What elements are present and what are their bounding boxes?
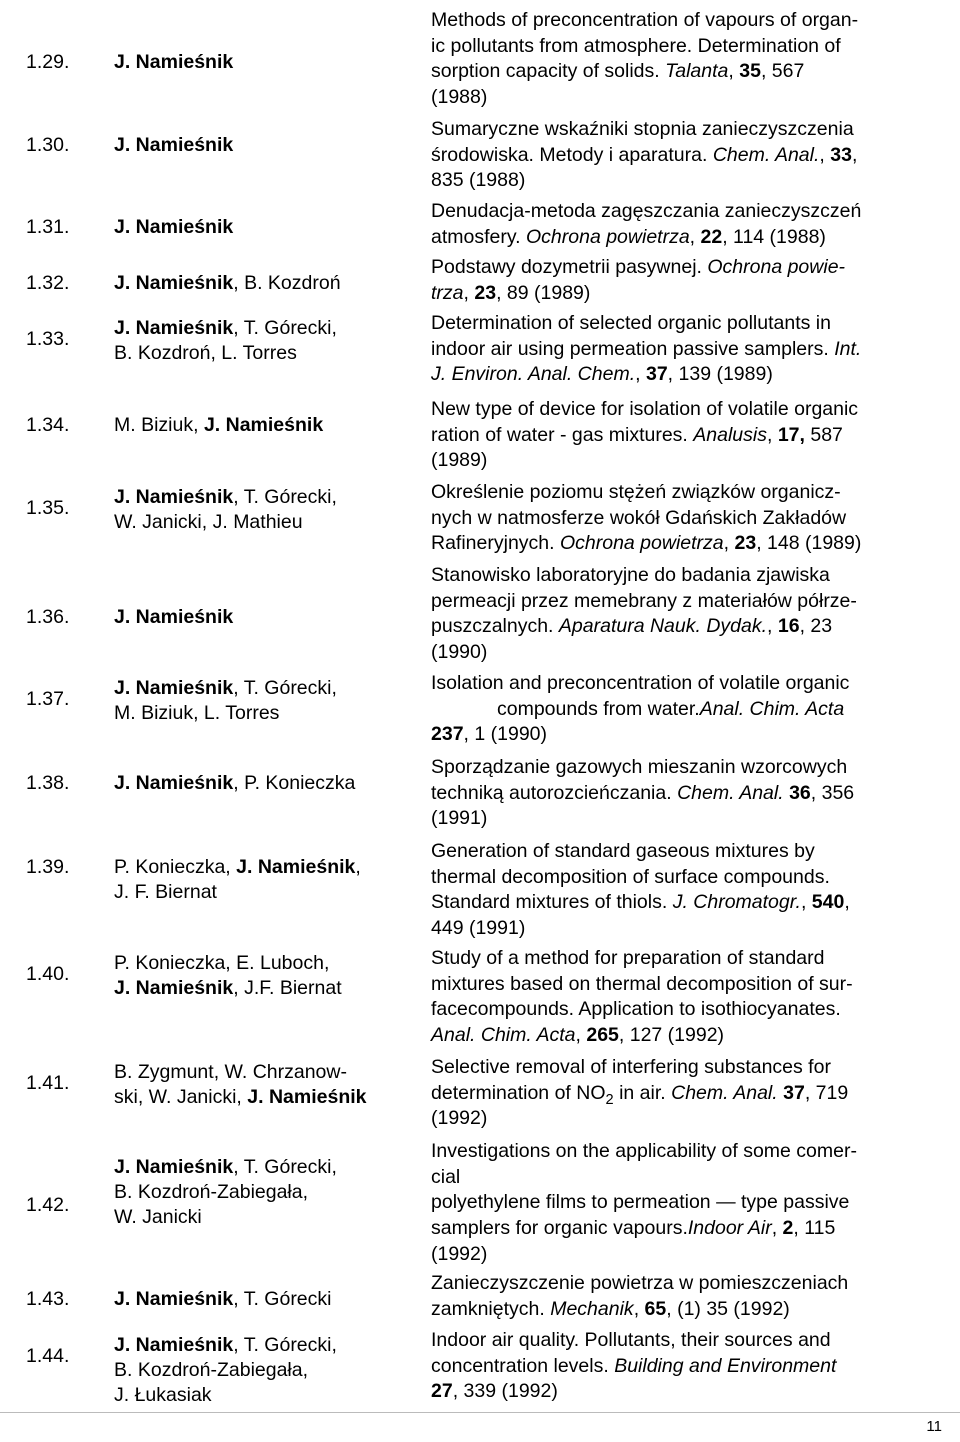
text-run: (1991) (431, 807, 488, 830)
reference-number: 1.30. (26, 134, 70, 156)
reference-number: 1.31. (26, 216, 70, 238)
text-run: 16 (777, 615, 800, 638)
text-run: Ochrona powietrza (559, 532, 724, 555)
reference-description (431, 1055, 951, 1132)
text-run: M. Biziuk, (114, 414, 204, 436)
text-run: polyethylene films to permeation — type passive (431, 1191, 850, 1214)
text-run: , 115 (793, 1217, 836, 1240)
text-run: Building and Environment (614, 1354, 837, 1377)
description-line (431, 890, 951, 916)
text-run: , 23 (799, 615, 833, 638)
text-run: ski, W. Janicki, (114, 1086, 248, 1108)
reference-description (431, 1271, 951, 1322)
text-run: 2 (605, 1091, 614, 1108)
text-run: J. Namieśnik (114, 1334, 234, 1356)
description-line (431, 1271, 951, 1297)
text-run: , 719 (804, 1081, 849, 1104)
text-run: indoor air using permeation passive samplers. (431, 337, 835, 360)
description-line (431, 563, 951, 589)
author-line (114, 485, 414, 510)
text-run: Indoor Air (687, 1217, 772, 1240)
reference-number: 1.39. (26, 856, 70, 878)
text-run: 540 (811, 891, 845, 914)
text-run: Określenie poziomu stężeń związków organicz- (431, 481, 841, 503)
text-run: Standard mixtures of thiols. (431, 891, 673, 914)
text-run: , T. Górecki, (233, 317, 337, 339)
description-line (431, 531, 951, 557)
reference-number: 1.37. (26, 688, 70, 710)
text-run: J. Chromatogr. (672, 891, 801, 914)
author-line (114, 1333, 414, 1358)
text-run: permeacji przez memebrany z materiałów półrze- (431, 589, 857, 612)
text-run: J. Namieśnik (114, 677, 234, 699)
text-run: J. Namieśnik (114, 317, 234, 339)
description-line (431, 722, 951, 748)
description-line (431, 1354, 951, 1380)
text-run: J. Environ. Anal. Chem. (431, 363, 636, 386)
author-line (114, 676, 414, 701)
text-run: Stanowisko laboratoryjne do badania zjawiska (431, 564, 830, 586)
text-run: P. Konieczka, (114, 856, 237, 878)
text-run: 36 (789, 781, 811, 804)
reference-description (431, 8, 951, 111)
author-line (114, 1180, 414, 1205)
description-line (431, 806, 951, 832)
text-run: 17, (777, 423, 805, 446)
reference-authors (114, 855, 414, 905)
text-run: , 114 (1988) (722, 225, 826, 248)
description-line (431, 311, 951, 337)
description-line (431, 972, 951, 998)
text-run: P. Konieczka, E. Luboch, (114, 952, 330, 974)
author-line (114, 1205, 414, 1230)
text-run: Selective removal of interfering substances for (431, 1056, 831, 1078)
text-run: (1992) (431, 1107, 488, 1130)
text-run: Isolation and preconcentration of volatile organic (431, 672, 850, 694)
description-line (431, 506, 951, 532)
text-run: cial (431, 1165, 461, 1188)
author-line (114, 855, 414, 880)
text-run: , (723, 532, 735, 555)
author-line (114, 1060, 414, 1085)
text-run: J. Namieśnik (114, 134, 234, 156)
description-line (431, 946, 951, 972)
reference-authors (114, 1060, 414, 1110)
text-run: W. Janicki (114, 1206, 202, 1228)
text-run: B. Kozdroń-Zabiegała, (114, 1181, 309, 1203)
description-line (431, 117, 951, 143)
text-run: B. Zygmunt, W. Chrzanow- (114, 1061, 347, 1083)
text-run: , (355, 856, 361, 878)
reference-authors (114, 133, 414, 158)
description-line (431, 1242, 951, 1268)
reference-description (431, 755, 951, 832)
text-run: thermal decomposition of surface compounds. (431, 865, 830, 888)
text-run: (1989) (431, 449, 488, 472)
reference-authors (114, 1155, 414, 1230)
text-run: 23 (474, 281, 497, 304)
description-line (431, 168, 951, 194)
text-run: Anal. Chim. Acta (431, 1024, 576, 1047)
text-run: concentration levels. (431, 1354, 615, 1377)
text-run: B. Kozdroń, L. Torres (114, 342, 297, 364)
description-line (431, 1055, 951, 1081)
text-run: J. F. Biernat (114, 881, 217, 903)
text-run: Rafineryjnych. (431, 532, 560, 555)
text-run: J. Namieśnik (203, 414, 324, 436)
description-line (431, 480, 951, 506)
text-run: J. Namieśnik (114, 772, 234, 794)
author-line (114, 271, 414, 296)
text-run: Sumaryczne wskaźniki stopnia zanieczyszczenia (431, 118, 854, 140)
text-run: facecompounds. Application to isothiocyanates. (431, 998, 841, 1021)
text-run: , (728, 60, 740, 83)
description-line (431, 1023, 951, 1049)
text-run: 587 (804, 423, 843, 446)
text-run: , 567 (760, 60, 805, 83)
text-run: 37 (783, 1081, 805, 1104)
description-line (431, 225, 951, 251)
author-line (114, 605, 414, 630)
author-line (114, 341, 414, 366)
text-run: Aparatura Nauk. Dydak. (558, 615, 768, 638)
text-run: , T. Górecki, (233, 1334, 337, 1356)
text-run: 65 (644, 1297, 667, 1320)
text-run: J. Namieśnik (114, 977, 234, 999)
text-run: środowiska. Metody i aparatura. (431, 143, 713, 166)
reference-number: 1.41. (26, 1072, 70, 1094)
text-run: 22 (700, 225, 723, 248)
text-run: Ochrona powie- (707, 256, 846, 278)
reference-authors (114, 50, 414, 75)
text-run: 265 (586, 1024, 619, 1047)
text-run: W. Janicki, J. Mathieu (114, 511, 303, 533)
text-run: , (633, 1297, 645, 1320)
text-run: , (800, 891, 812, 914)
reference-number: 1.40. (26, 963, 70, 985)
description-line (431, 362, 951, 388)
text-run: ration of water - gas mixtures. (431, 423, 694, 446)
description-line (431, 755, 951, 781)
text-run: J. Namieśnik (114, 606, 234, 628)
text-run: , T. Górecki, (233, 677, 337, 699)
author-line (114, 880, 414, 905)
description-line (431, 697, 951, 723)
reference-description (431, 397, 951, 474)
text-run: , 339 (1992) (452, 1380, 558, 1403)
author-line (114, 1383, 414, 1408)
description-line (431, 1379, 951, 1405)
text-run: , B. Kozdroń (233, 272, 341, 294)
reference-description (431, 255, 951, 306)
description-line (431, 1106, 951, 1132)
reference-description (431, 946, 951, 1049)
reference-authors (114, 485, 414, 535)
text-run: techniką autorozcieńczania. (431, 781, 678, 804)
text-run: Talanta (665, 60, 729, 83)
text-run: Ochrona powietrza (526, 225, 690, 248)
description-line (431, 589, 951, 615)
reference-authors (114, 413, 414, 438)
description-line (431, 34, 951, 60)
text-run: J. Namieśnik (114, 51, 234, 73)
reference-number: 1.29. (26, 51, 70, 73)
author-line (114, 413, 414, 438)
description-line (431, 1297, 951, 1323)
text-run: , 127 (1992) (618, 1024, 725, 1047)
author-line (114, 50, 414, 75)
text-run: mixtures based on thermal decomposition of sur- (431, 972, 853, 995)
description-line (431, 916, 951, 942)
text-run: zamkniętych. (431, 1297, 551, 1320)
text-run: J. Namieśnik (114, 1288, 234, 1310)
description-line (431, 448, 951, 474)
text-run: Zanieczyszczenie powietrza w pomieszczeniach (431, 1272, 849, 1294)
text-run: , (1) 35 (1992) (666, 1297, 790, 1320)
text-run: Determination of selected organic pollutants in (431, 312, 831, 334)
reference-authors (114, 676, 414, 726)
text-run: , (851, 143, 858, 166)
text-run: , (844, 891, 850, 914)
description-line (431, 865, 951, 891)
text-run: 237 (431, 723, 464, 746)
text-run: 35 (739, 60, 761, 83)
text-run: Investigations on the applicability of some comer- (431, 1140, 857, 1162)
description-line (431, 8, 951, 34)
description-line (431, 1081, 951, 1107)
text-run: B. Kozdroń-Zabiegała, (114, 1359, 309, 1381)
text-run: sorption capacity of solids. (431, 60, 666, 83)
text-run: M. Biziuk, L. Torres (114, 702, 280, 724)
description-line (431, 640, 951, 666)
description-line (431, 59, 951, 85)
text-run: , 148 (1989) (756, 532, 862, 555)
text-run: Analusis (693, 423, 767, 446)
description-line (431, 255, 951, 281)
reference-description (431, 199, 951, 250)
description-line (431, 337, 951, 363)
reference-description (431, 311, 951, 388)
description-line (431, 671, 951, 697)
author-line (114, 133, 414, 158)
text-run: in air. (613, 1081, 672, 1104)
text-run: Chem. Anal. (671, 1081, 778, 1104)
text-run: Podstawy dozymetrii pasywnej. (431, 256, 708, 278)
text-run: (1988) (431, 86, 488, 109)
text-run: , T. Górecki (233, 1288, 332, 1310)
text-run: , 139 (1989) (667, 363, 773, 386)
text-run: Sporządzanie gazowych mieszanin wzorcowych (431, 756, 848, 778)
reference-number: 1.42. (26, 1194, 70, 1216)
page-number: 11 (926, 1418, 942, 1435)
text-run: , J.F. Biernat (233, 977, 342, 999)
reference-authors (114, 1333, 414, 1408)
text-run: samplers for organic vapours. (431, 1217, 688, 1240)
description-line (431, 781, 951, 807)
author-line (114, 1085, 414, 1110)
text-run: New type of device for isolation of volatile organic (431, 398, 859, 420)
reference-number: 1.32. (26, 272, 70, 294)
text-run: Study of a method for preparation of standard (431, 947, 825, 969)
text-run: (1990) (431, 641, 488, 664)
text-run: Int. (834, 337, 862, 360)
description-line (431, 1216, 951, 1242)
text-run: , (689, 225, 701, 248)
text-run: Methods of preconcentration of vapours of organ- (431, 9, 859, 31)
author-line (114, 510, 414, 535)
author-line (114, 1155, 414, 1180)
reference-description (431, 671, 951, 748)
reference-description (431, 1139, 951, 1267)
text-run: J. Namieśnik (114, 272, 234, 294)
text-run: Mechanik (550, 1297, 634, 1320)
description-line (431, 614, 951, 640)
text-run: J. Namieśnik (114, 1156, 234, 1178)
description-line (431, 85, 951, 111)
description-line (431, 1328, 951, 1354)
text-run: 835 (1988) (431, 169, 526, 192)
reference-authors (114, 316, 414, 366)
text-run: J. Łukasiak (114, 1384, 212, 1406)
reference-authors (114, 271, 414, 296)
description-line (431, 1190, 951, 1216)
reference-description (431, 480, 951, 557)
text-run: , (819, 143, 831, 166)
reference-number: 1.34. (26, 414, 70, 436)
reference-description (431, 563, 951, 666)
author-line (114, 1287, 414, 1312)
text-run: 449 (1991) (431, 917, 526, 940)
reference-number: 1.38. (26, 772, 70, 794)
text-run: 23 (734, 532, 757, 555)
text-run: , (766, 423, 778, 446)
text-run: atmosfery. (431, 225, 526, 248)
reference-authors (114, 951, 414, 1001)
description-line (431, 199, 951, 225)
text-run: Chem. Anal. (677, 781, 784, 804)
text-run: (1992) (431, 1242, 488, 1265)
author-line (114, 215, 414, 240)
description-line (431, 1139, 951, 1165)
text-run: , (463, 281, 475, 304)
text-run: 33 (830, 143, 852, 166)
description-line (431, 423, 951, 449)
text-run: puszczalnych. (431, 615, 559, 638)
text-run: J. Namieśnik (114, 486, 234, 508)
description-line (431, 397, 951, 423)
reference-number: 1.35. (26, 497, 70, 519)
text-run: determination of NO (431, 1081, 606, 1104)
text-run: Anal. Chim. Acta (699, 697, 845, 720)
text-run: , (575, 1024, 587, 1047)
author-line (114, 701, 414, 726)
description-line (431, 839, 951, 865)
text-run: , 1 (1990) (463, 723, 548, 746)
description-line (431, 1165, 951, 1191)
text-run: , (771, 1217, 783, 1240)
text-run: nych w natmosferze wokół Gdańskich Zakładów (431, 506, 847, 529)
text-run: Generation of standard gaseous mixtures by (431, 840, 815, 862)
text-run: Indoor air quality. Pollutants, their sources and (431, 1329, 831, 1351)
description-line (431, 281, 951, 307)
reference-authors (114, 1287, 414, 1312)
text-run: Chem. Anal. (712, 143, 820, 166)
text-run: Denudacja-metoda zagęszczania zanieczyszczeń (431, 200, 862, 222)
author-line (114, 771, 414, 796)
reference-description (431, 839, 951, 942)
text-run: , T. Górecki, (233, 486, 337, 508)
text-run: J. Namieśnik (247, 1086, 367, 1108)
author-line (114, 951, 414, 976)
text-run: , (767, 615, 778, 638)
text-run: 2 (782, 1217, 794, 1240)
reference-authors (114, 771, 414, 796)
author-line (114, 976, 414, 1001)
text-run: 37 (645, 363, 668, 386)
author-line (114, 1358, 414, 1383)
description-line (431, 143, 951, 169)
reference-authors (114, 605, 414, 630)
reference-number: 1.43. (26, 1288, 70, 1310)
description-line (431, 997, 951, 1023)
text-run: J. Namieśnik (236, 856, 356, 878)
footer-rule (0, 1412, 960, 1413)
reference-number: 1.36. (26, 606, 70, 628)
text-run: trza (431, 281, 464, 304)
reference-description (431, 1328, 951, 1405)
text-run: compounds from water. (497, 697, 700, 720)
reference-description (431, 117, 951, 194)
reference-authors (114, 215, 414, 240)
text-run: , (635, 363, 646, 386)
author-line (114, 316, 414, 341)
reference-number: 1.44. (26, 1345, 70, 1367)
reference-number: 1.33. (26, 328, 70, 350)
text-run: 27 (431, 1380, 453, 1403)
text-run: , T. Górecki, (233, 1156, 337, 1178)
text-run: ic pollutants from atmosphere. Determination of (431, 34, 841, 57)
text-run: , 89 (1989) (496, 281, 591, 304)
text-run: , 356 (810, 781, 855, 804)
text-run: J. Namieśnik (114, 216, 234, 238)
text-run: , P. Konieczka (233, 772, 356, 794)
